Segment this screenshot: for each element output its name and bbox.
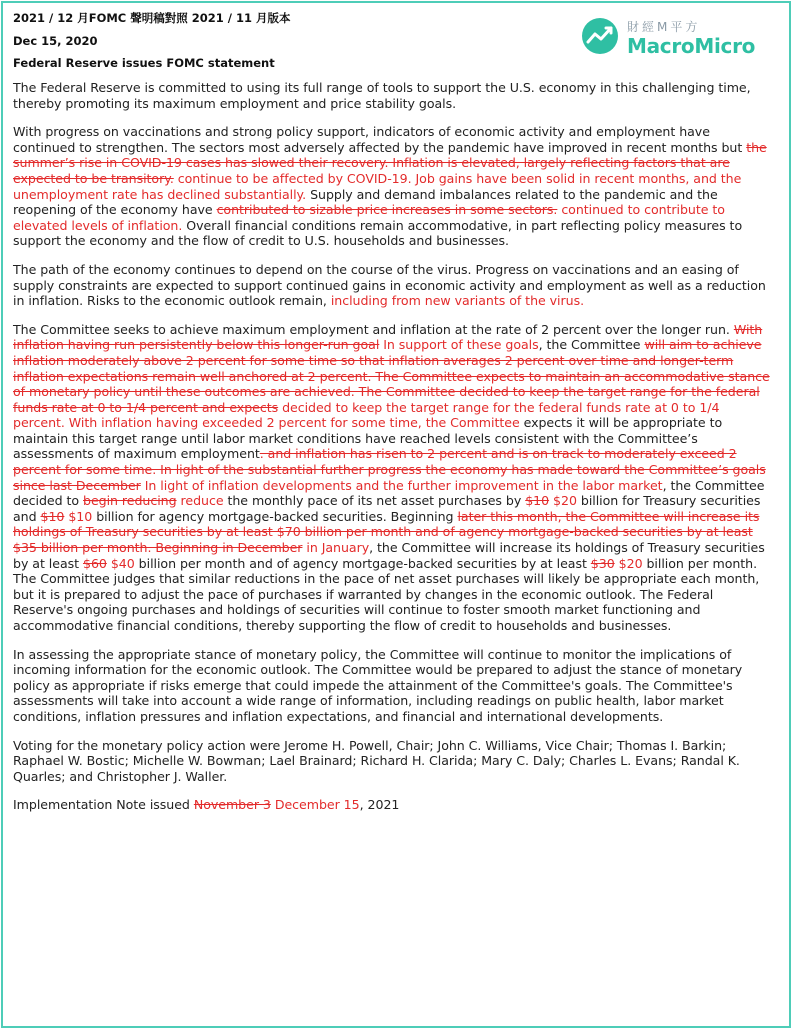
deleted-text: With inflation having run persistently below this longer-run goal — [13, 321, 763, 353]
deleted-text: . and inflation has risen to 2 percent and is on track to moderately exceed 2 percent for some time. In light of the substantial further progress the economy has made toward the Committee’s goals since last December — [13, 446, 766, 493]
inserted-text: including from new variants of the virus. — [330, 293, 585, 309]
inserted-text: In support of these goals — [379, 337, 539, 353]
statement-text: , 2021 — [359, 797, 400, 813]
inserted-text: $40 — [106, 555, 135, 571]
statement-text: , the Committee will increase its holdings of Treasury securities by at least — [13, 540, 765, 571]
deleted-text: the summer’s rise in COVID-19 cases has slowed their recovery. Inflation is elevated, largely reflecting factors that are expected to be transitory. — [13, 139, 767, 186]
statement-paragraph — [13, 322, 773, 634]
statement-text: , the Committee — [538, 337, 645, 353]
deleted-text: $10 — [525, 493, 550, 509]
statement-text: The path of the economy continues to depend on the course of the virus. Progress on vaccinations and an easing of supply constraints are expected to support continued gains in economic activity and employment as well as a reduction in inflation. Risks to the economic outlook remain, — [13, 261, 766, 309]
statement-text: Voting for the monetary policy action were Jerome H. Powell, Chair; John C. Williams, Vice Chair; Thomas I. Barkin; Raphael W. Bostic; Michelle W. Bowman; Lael Brainard; Richard H. Clarida; Mary C. Daly; Charles L. Evans; Randal K. Quarles; and Christopher J. Waller. — [13, 737, 740, 784]
deleted-text: later this month, the Committee will increase its holdings of Treasury securities by at least $70 billion per month and of agency mortgage-backed securities by at least $35 billion per month. Beginning in December — [13, 508, 760, 556]
inserted-text: reduce — [176, 493, 224, 509]
inserted-text: decided to keep the target range for the federal funds rate at 0 to 1/4 percent. With inflation having exceeded 2 percent for some time, the Committee — [13, 399, 720, 431]
deleted-text: $30 — [590, 555, 615, 571]
statement-date: Dec 15, 2020 — [13, 34, 98, 48]
statement-body — [13, 80, 773, 813]
statement-text: Supply and demand imbalances related to the pandemic and the reopening of the economy have — [13, 186, 718, 218]
deleted-text: contributed to sizable price increases in some sectors. — [216, 202, 558, 218]
statement-text: the monthly pace of its net asset purchases by — [223, 493, 526, 509]
inserted-text: December 15 — [270, 797, 360, 813]
statement-paragraph — [13, 124, 773, 249]
logo-brand-name: MacroMicro — [627, 34, 756, 58]
statement-text: The Federal Reserve is committed to using its full range of tools to support the U.S. economy in this challenging time, thereby promoting its maximum employment and price stability goals. — [13, 80, 751, 111]
deleted-text: November 3 — [193, 797, 271, 813]
statement-paragraph — [13, 797, 773, 813]
deleted-text: will aim to achieve inflation moderately above 2 percent for some time so that inflation averages 2 percent over time and longer-term inflation expectations remain well anchored at 2 percent. The Committee expects to maintain an accommodative stance of monetary policy until these outcomes are achieved. The Committee decided to keep the target range for the federal funds rate at 0 to 1/4 percent and expects — [13, 337, 770, 415]
statement-document — [13, 11, 773, 826]
inserted-text: $20 — [614, 555, 643, 571]
statement-subtitle: Federal Reserve issues FOMC statement — [13, 56, 275, 70]
statement-paragraph — [13, 738, 773, 785]
statement-text: Overall financial conditions remain accommodative, in part reflecting policy measures to support the economy and the flow of credit to U.S. households and businesses. — [13, 217, 743, 249]
inserted-text: in January — [302, 540, 370, 556]
inserted-text: In light of inflation developments and the further improvement in the labor market — [140, 477, 663, 493]
deleted-text: $60 — [82, 555, 107, 571]
inserted-text: continue to be affected by COVID-19. Job gains have been solid in recent months, and the unemployment rate has declined substantially. — [13, 170, 742, 202]
statement-text: , the Committee decided to — [13, 477, 765, 509]
statement-paragraph — [13, 647, 773, 725]
statement-text: billion for Treasury securities and — [13, 493, 761, 524]
statement-text: The Committee seeks to achieve maximum employment and inflation at the rate of 2 percent over the longer run. — [13, 321, 734, 337]
inserted-text: $20 — [549, 493, 577, 509]
document-frame — [1, 1, 791, 1028]
statement-text: With progress on vaccinations and strong policy support, indicators of economic activity and employment have continued to strengthen. The sectors most adversely affected by the pandemic have improved in recent months but — [13, 124, 747, 155]
statement-text: billion per month and of agency mortgage-backed securities by at least — [134, 555, 591, 571]
deleted-text: begin reducing — [83, 493, 177, 509]
statement-text: In assessing the appropriate stance of monetary policy, the Committee will continue to monitor the implications of incoming information for the economic outlook. The Committee would be prepared to adjust the stance of monetary policy as appropriate if risks emerge that could impede the attainment of the Committee's goals. The Committee's assessments will take into account a wide range of information, including readings on public health, labor market conditions, inflation pressures and inflation expectations, and financial and international developments. — [13, 646, 743, 724]
statement-paragraph — [13, 80, 773, 111]
statement-text: expects it will be appropriate to maintain this target range until labor market conditions have reached levels consistent with the Committee’s assessments of maximum employment — [13, 415, 723, 462]
statement-paragraph — [13, 262, 773, 309]
statement-text: billion per month. The Committee judges that similar reductions in the pace of net asset purchases will likely be appropriate each month, but it is prepared to adjust the pace of purchases if warranted by changes in the economic outlook. The Federal Reserve's ongoing purchases and holdings of securities will continue to foster smooth market functioning and accommodative financial conditions, thereby supporting the flow of credit to households and businesses. — [13, 555, 760, 633]
logo-chinese-name: 財經M平方 — [627, 20, 701, 34]
statement-text: Implementation Note issued — [13, 797, 194, 813]
deleted-text: $10 — [40, 508, 65, 524]
statement-text: billion for agency mortgage-backed securities. Beginning — [92, 508, 458, 524]
inserted-text: $10 — [64, 508, 93, 524]
comparison-title: 2021 / 12 月FOMC 聲明稿對照 2021 / 11 月版本 — [13, 11, 291, 25]
inserted-text: continued to contribute to elevated levels of inflation. — [13, 202, 725, 233]
